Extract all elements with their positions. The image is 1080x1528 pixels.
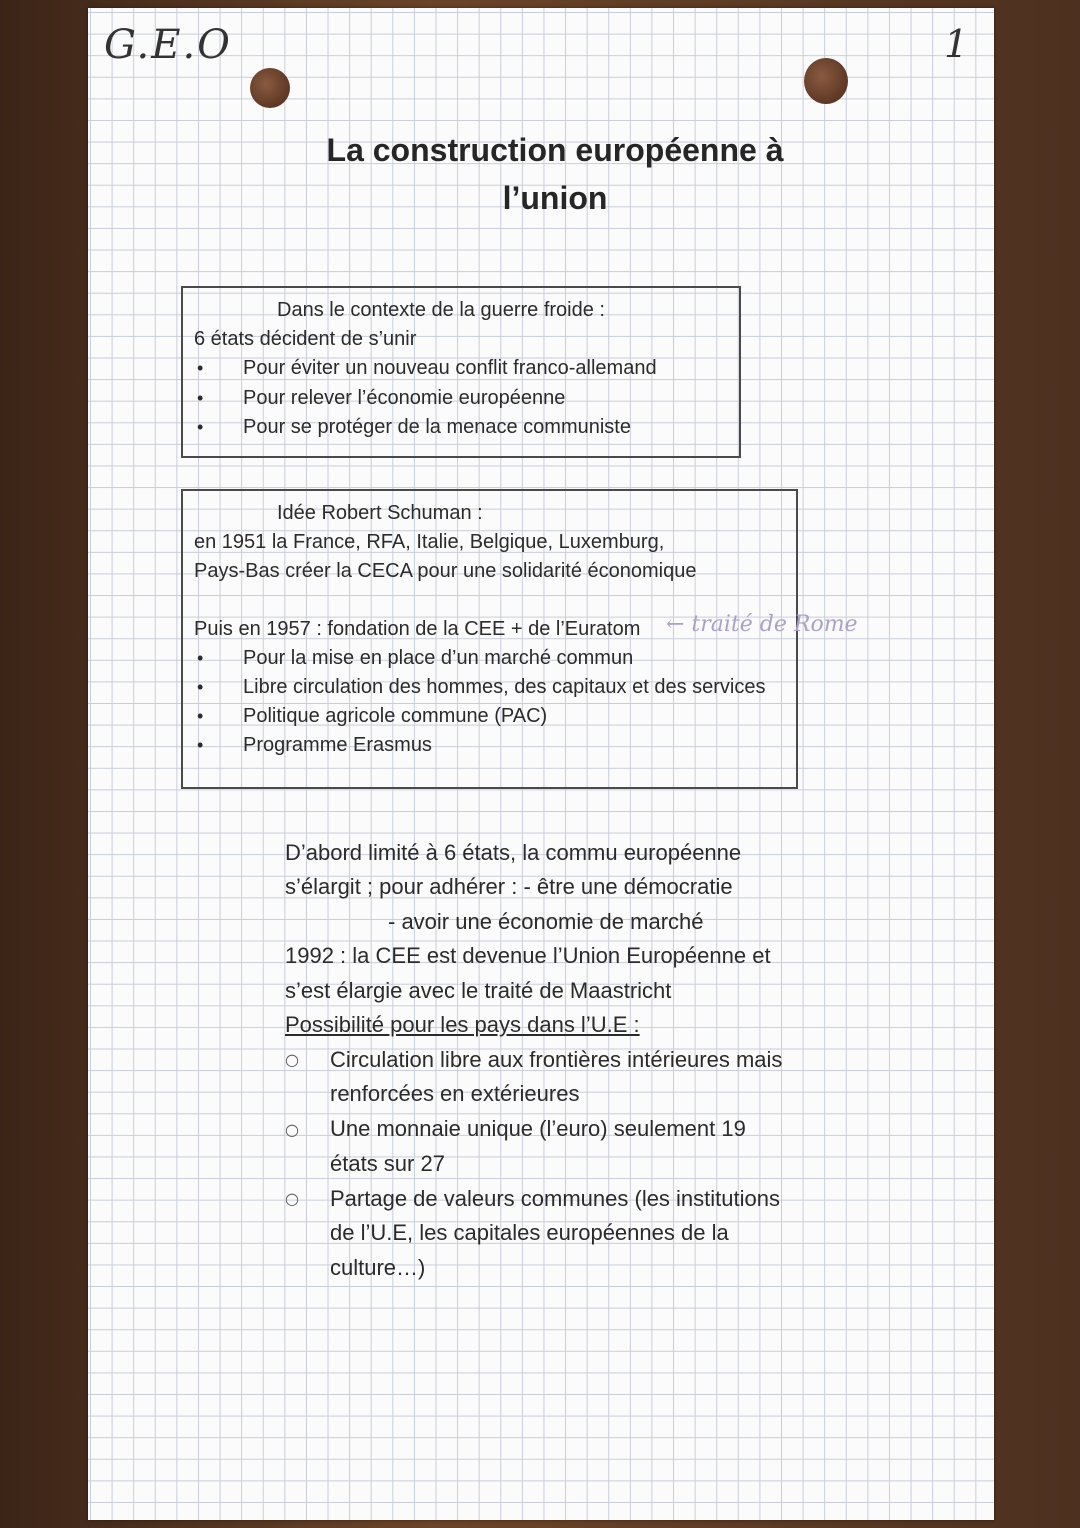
possibility-3-line-1: Partage de valeurs communes (les institutions (330, 1186, 780, 1211)
possibility-2-line-2: états sur 27 (330, 1151, 445, 1176)
circle-bullet-icon: ○ (285, 1189, 299, 1208)
context-intro: 6 états décident de s’unir (194, 328, 417, 350)
circle-bullet-icon: ○ (285, 1050, 299, 1069)
schuman-line-3: Puis en 1957 : fondation de la CEE + de l’Euratom (194, 618, 641, 640)
bullet-icon: • (197, 706, 204, 726)
possibility-3-line-2: de l’U.E, les capitales européennes de la (330, 1220, 729, 1245)
schuman-box: Idée Robert Schuman : en 1951 la France, RFA, Italie, Belgique, Luxemburg, Pays-Bas créer la CECA pour une solidarité économique Puis en 1957 : fondation de la CEE + de l’Euratom • Pour la mise en place d’un marché commun • Libre circulation des hommes, des capitaux et des services • Politique agricole commune (PAC) • Programme Erasmus (181, 489, 798, 789)
schuman-line-2: Pays-Bas créer la CECA pour une solidarité économique (194, 560, 697, 582)
possibility-1-line-1: Circulation libre aux frontières intérieures mais (330, 1047, 783, 1072)
possibility-1-line-2: renforcées en extérieures (330, 1081, 580, 1106)
enlargement-line-5: s’est élargie avec le traité de Maastricht (285, 978, 672, 1003)
bullet-icon: • (197, 417, 204, 437)
title-line-2: l’union (502, 180, 608, 216)
enlargement-line-2: s’élargit ; pour adhérer : - être une démocratie (285, 874, 733, 899)
bullet-icon: • (197, 648, 204, 668)
context-heading: Dans le contexte de la guerre froide : (277, 299, 605, 321)
enlargement-line-1: D’abord limité à 6 états, la commu européenne (285, 840, 742, 865)
enlargement-line-4: 1992 : la CEE est devenue l’Union Européenne et (285, 943, 771, 968)
page-number: 1 (944, 22, 969, 66)
binder-hole-left (250, 68, 290, 108)
bullet-icon: • (197, 358, 204, 378)
schuman-line-1: en 1951 la France, RFA, Italie, Belgique, Luxemburg, (194, 531, 665, 553)
binder-hole-right (804, 58, 848, 104)
title-line-1: La construction européenne à (326, 132, 784, 168)
page-title (300, 126, 810, 222)
schuman-heading: Idée Robert Schuman : (277, 502, 483, 524)
possibilities-subheading: Possibilité pour les pays dans l’U.E : (285, 1012, 640, 1037)
possibility-2-line-1: Une monnaie unique (l’euro) seulement 19 (330, 1116, 746, 1141)
context-box: Dans le contexte de la guerre froide : 6 états décident de s’unir • Pour éviter un nouveau conflit franco-allemand • Pour relever l’économie européenne • Pour se protéger de la menace communiste (181, 286, 741, 458)
bullet-icon: • (197, 735, 204, 755)
circle-bullet-icon: ○ (285, 1120, 299, 1139)
handwritten-annotation: ← traité de Rome (666, 612, 858, 637)
subject-label: G.E.O (104, 22, 232, 68)
enlargement-line-3: - avoir une économie de marché (388, 909, 704, 934)
possibility-3-line-3: culture…) (330, 1255, 426, 1280)
bullet-icon: • (197, 677, 204, 697)
bullet-icon: • (197, 388, 204, 408)
